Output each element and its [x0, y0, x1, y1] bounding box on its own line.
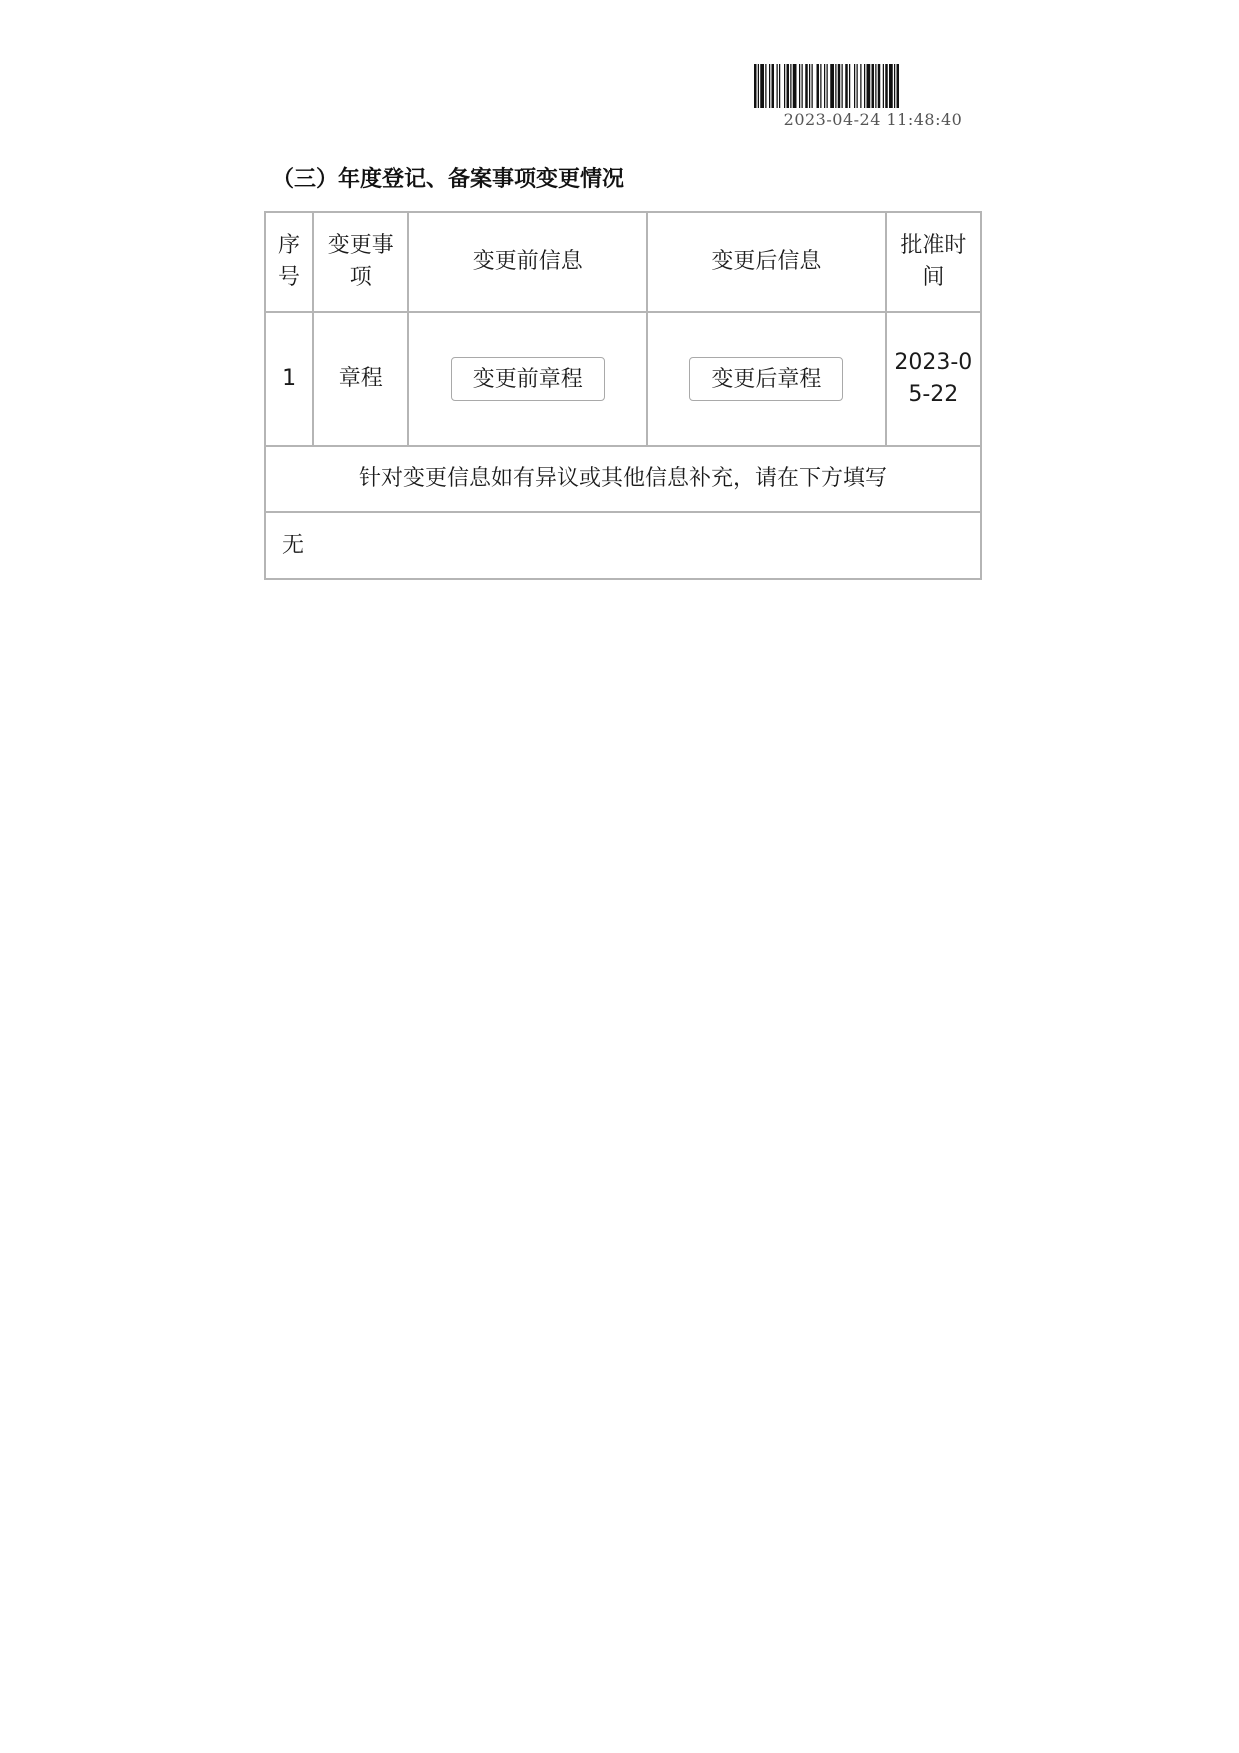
column-header-seq: 序号	[265, 212, 313, 312]
table-row	[265, 312, 981, 446]
column-header-item: 变更事项	[313, 212, 408, 312]
cell-before	[408, 312, 647, 446]
column-header-before: 变更前信息	[408, 212, 647, 312]
view-before-articles-button[interactable]: 变更前章程	[451, 357, 605, 401]
remark-text: 无	[265, 512, 981, 579]
section-title: （三）年度登记、备案事项变更情况	[272, 167, 625, 192]
cell-after	[647, 312, 886, 446]
cell-approval-date: 2023-05-22	[886, 312, 981, 446]
note-row	[265, 446, 981, 512]
change-records-table	[264, 211, 982, 580]
remark-row	[265, 512, 981, 579]
cell-seq: 1	[265, 312, 313, 446]
barcode-icon	[754, 64, 980, 108]
cell-item: 章程	[313, 312, 408, 446]
column-header-after: 变更后信息	[647, 212, 886, 312]
table-header-row	[265, 212, 981, 312]
view-after-articles-button[interactable]: 变更后章程	[689, 357, 843, 401]
column-header-date: 批准时间	[886, 212, 981, 312]
objection-note: 针对变更信息如有异议或其他信息补充，请在下方填写	[265, 446, 981, 512]
print-timestamp: 2023-04-24 11:48:40	[783, 110, 963, 129]
